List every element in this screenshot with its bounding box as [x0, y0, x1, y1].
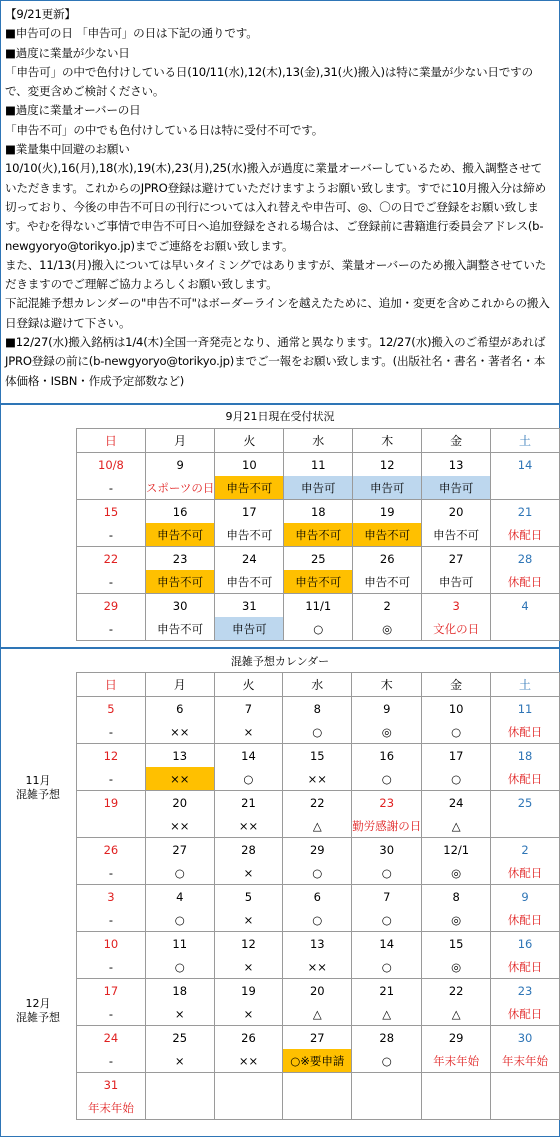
- day-status: [214, 1096, 283, 1120]
- day-number: 19: [214, 979, 283, 1003]
- day-number: 13: [145, 744, 214, 768]
- day-number: 30: [491, 1026, 560, 1050]
- day-number: 13: [422, 453, 491, 477]
- day-status: [491, 1096, 560, 1120]
- day-number: 19: [77, 791, 146, 815]
- day-number: 9: [145, 453, 215, 477]
- day-number: 21: [491, 500, 560, 524]
- day-number: 16: [491, 932, 560, 956]
- day-number: 22: [283, 791, 352, 815]
- day-number: 6: [145, 697, 214, 721]
- november-label: [0, 774, 76, 802]
- day-status: -: [77, 570, 146, 594]
- day-status: 申告可: [284, 476, 353, 500]
- day-number: 12/1: [422, 838, 491, 862]
- day-number: 20: [145, 791, 214, 815]
- day-status: ××: [145, 767, 214, 791]
- day-status: 申告不可: [353, 523, 422, 547]
- notice-line: ■申告可の日 「申告可」の日は下記の通りです。: [5, 26, 258, 41]
- day-status: ×: [214, 1002, 283, 1026]
- day-status: 申告不可: [284, 570, 353, 594]
- day-number: 25: [491, 791, 560, 815]
- day-number: 18: [284, 500, 353, 524]
- day-number: 17: [215, 500, 284, 524]
- day-number: 2: [491, 838, 560, 862]
- day-number: 2: [353, 594, 422, 618]
- day-number: 3: [77, 885, 146, 909]
- day-status: -: [77, 908, 146, 932]
- day-status: ×: [214, 955, 283, 979]
- day-status: ○: [145, 955, 214, 979]
- day-number: 30: [352, 838, 422, 862]
- day-status: ○: [422, 767, 491, 791]
- day-status: 休配日: [491, 767, 560, 791]
- day-number: 11: [145, 932, 214, 956]
- day-number: 10: [422, 697, 491, 721]
- day-number: 14: [352, 932, 422, 956]
- day-number: 19: [353, 500, 422, 524]
- day-number: 10: [77, 932, 146, 956]
- weekday-header: 土: [491, 429, 560, 453]
- day-number: [422, 1073, 491, 1097]
- day-number: 5: [77, 697, 146, 721]
- day-status: スポーツの日: [145, 476, 215, 500]
- day-status: ◎: [352, 720, 422, 744]
- day-status: 休配日: [491, 861, 560, 885]
- day-status: △: [422, 814, 491, 838]
- day-status: 休配日: [491, 570, 560, 594]
- day-number: 23: [491, 979, 560, 1003]
- day-number: 24: [215, 547, 284, 571]
- day-status: 休配日: [491, 1002, 560, 1026]
- day-status: [422, 1096, 491, 1120]
- day-number: 13: [283, 932, 352, 956]
- notice-line: 10/10(火),16(月),18(水),19(木),23(月),25(水)搬入が過度に業量オーバーしているため、搬入調整させていただきます。これからのJPRO登録は避けていただけますようお願い致します。すでに10月搬入分は締め切っており、今後の申告不可日の刊行については入れ替えや申告可、◎、〇の日でご登録をお願い致します。やむを得ないご事情で申告不可日へ追加登録をされる場合は、ご登録前に書籍進行委員会アドレス(b-newgyoryo@torikyo.jp)までご連絡をお願い致します。: [5, 161, 546, 253]
- day-number: 31: [77, 1073, 146, 1097]
- notice-line: 【9/21更新】: [5, 7, 76, 21]
- day-status: ○: [283, 720, 352, 744]
- day-status: ○: [214, 767, 283, 791]
- day-status: ○: [145, 908, 214, 932]
- day-status: 申告不可: [422, 523, 491, 547]
- day-number: 16: [145, 500, 215, 524]
- day-status: ○: [283, 861, 352, 885]
- day-status: ×: [145, 1049, 214, 1073]
- day-status: -: [77, 767, 146, 791]
- day-status: [77, 814, 146, 838]
- day-status: ××: [283, 767, 352, 791]
- day-number: 22: [422, 979, 491, 1003]
- day-number: 15: [422, 932, 491, 956]
- day-status: △: [283, 814, 352, 838]
- day-status: 申告不可: [284, 523, 353, 547]
- day-number: 8: [283, 697, 352, 721]
- day-number: 22: [77, 547, 146, 571]
- day-status: 申告不可: [215, 476, 284, 500]
- day-status: ◎: [422, 908, 491, 932]
- day-status: -: [77, 1049, 146, 1073]
- day-status: ○: [284, 617, 353, 641]
- day-status: [352, 1096, 422, 1120]
- day-number: 18: [491, 744, 560, 768]
- day-number: 30: [145, 594, 215, 618]
- day-status: 申告不可: [145, 570, 215, 594]
- day-status: ××: [145, 814, 214, 838]
- day-number: 6: [283, 885, 352, 909]
- day-number: [491, 1073, 560, 1097]
- day-status: 文化の日: [422, 617, 491, 641]
- day-number: [145, 1073, 214, 1097]
- day-number: 26: [214, 1026, 283, 1050]
- notice-line: 下記混雑予想カレンダーの"申告不可"はボーダーラインを越えたために、追加・変更を含めこれからの搬入日登録は避けて下さい。: [5, 296, 550, 330]
- weekday-header: 木: [352, 673, 422, 697]
- day-status: 年末年始: [422, 1049, 491, 1073]
- day-status: -: [77, 720, 146, 744]
- day-status: -: [77, 861, 146, 885]
- weekday-header: 月: [145, 429, 215, 453]
- day-number: 7: [352, 885, 422, 909]
- notice-line: ■業量集中回避のお願い: [5, 142, 130, 157]
- day-number: 5: [214, 885, 283, 909]
- day-number: 8: [422, 885, 491, 909]
- day-status: △: [422, 1002, 491, 1026]
- day-number: 11: [284, 453, 353, 477]
- day-status: ○: [352, 1049, 422, 1073]
- day-number: 23: [352, 791, 422, 815]
- weekday-header: 水: [284, 429, 353, 453]
- day-number: 12: [353, 453, 422, 477]
- day-status: -: [77, 617, 146, 641]
- weekday-header: 火: [215, 429, 284, 453]
- day-status: 年末年始: [491, 1049, 560, 1073]
- notice-line: 「申告可」の中で色付けしている日(10/11(水),12(木),13(金),31(火)搬入)は特に業量が少ない日ですので、変更含めご検討ください。: [5, 64, 533, 99]
- day-number: 18: [145, 979, 214, 1003]
- day-number: 14: [491, 453, 560, 477]
- day-number: 12: [77, 744, 146, 768]
- day-status: ×: [214, 720, 283, 744]
- day-status: ○: [283, 908, 352, 932]
- day-status: [145, 1096, 214, 1120]
- day-status: △: [352, 1002, 422, 1026]
- weekday-header: 火: [214, 673, 283, 697]
- day-status: 申告可: [422, 476, 491, 500]
- day-status: ○※要申請: [283, 1049, 352, 1073]
- day-status: 勤労感謝の日: [352, 814, 422, 838]
- section-divider: [0, 647, 560, 649]
- day-status: ○: [352, 908, 422, 932]
- day-status: 申告可: [422, 570, 491, 594]
- day-status: ×: [214, 861, 283, 885]
- day-status: ××: [283, 955, 352, 979]
- day-number: 25: [145, 1026, 214, 1050]
- day-status: [491, 814, 560, 838]
- day-status: [491, 476, 560, 500]
- section-divider: [0, 403, 560, 405]
- day-status: -: [77, 1002, 146, 1026]
- day-status: 申告不可: [145, 617, 215, 641]
- day-number: 21: [214, 791, 283, 815]
- day-status: ○: [145, 861, 214, 885]
- day-number: 29: [77, 594, 146, 618]
- day-number: 11: [491, 697, 560, 721]
- day-number: 9: [352, 697, 422, 721]
- day-number: 20: [283, 979, 352, 1003]
- day-number: 31: [215, 594, 284, 618]
- weekday-header: 月: [145, 673, 214, 697]
- october-calendar: [76, 428, 560, 641]
- day-number: 24: [422, 791, 491, 815]
- day-status: ○: [352, 861, 422, 885]
- day-status: -: [77, 476, 146, 500]
- day-status: ◎: [353, 617, 422, 641]
- day-number: 7: [214, 697, 283, 721]
- day-number: 17: [77, 979, 146, 1003]
- day-status: 申告不可: [145, 523, 215, 547]
- notice-line: ■過度に業量が少ない日: [5, 45, 130, 60]
- notice-line: 「申告不可」の中でも色付けしている日は特に受付不可です。: [5, 122, 324, 137]
- month-label: 12月: [25, 997, 51, 1010]
- month-label: 11月: [25, 774, 51, 787]
- day-number: [214, 1073, 283, 1097]
- day-number: 15: [283, 744, 352, 768]
- notice-panel: [1, 1, 557, 402]
- day-number: 16: [352, 744, 422, 768]
- label-sub: 混雑予想: [16, 1011, 60, 1024]
- day-status: ○: [352, 767, 422, 791]
- day-status: [491, 617, 560, 641]
- day-number: 14: [214, 744, 283, 768]
- day-status: ××: [145, 720, 214, 744]
- day-status: 休配日: [491, 720, 560, 744]
- weekday-header: 木: [353, 429, 422, 453]
- day-number: 29: [422, 1026, 491, 1050]
- day-number: 26: [353, 547, 422, 571]
- day-number: 10/8: [77, 453, 146, 477]
- congestion-caption: 混雑予想カレンダー: [230, 655, 330, 668]
- day-status: -: [77, 523, 146, 547]
- day-number: 9: [491, 885, 560, 909]
- day-number: 23: [145, 547, 215, 571]
- weekday-header: 金: [422, 673, 491, 697]
- label-sub: 混雑予想: [16, 788, 60, 801]
- day-status: 休配日: [491, 955, 560, 979]
- day-number: 4: [145, 885, 214, 909]
- day-number: 15: [77, 500, 146, 524]
- weekday-header: 日: [77, 673, 146, 697]
- day-status: 休配日: [491, 908, 560, 932]
- day-status: ××: [214, 814, 283, 838]
- december-label: [0, 997, 76, 1025]
- weekday-header: 金: [422, 429, 491, 453]
- day-number: 21: [352, 979, 422, 1003]
- day-number: 27: [422, 547, 491, 571]
- day-number: 20: [422, 500, 491, 524]
- day-status: 申告不可: [215, 570, 284, 594]
- day-status: 申告不可: [353, 570, 422, 594]
- day-status: ××: [214, 1049, 283, 1073]
- day-number: 28: [491, 547, 560, 571]
- day-status: 年末年始: [77, 1096, 146, 1120]
- day-status: ○: [422, 720, 491, 744]
- weekday-header: 水: [283, 673, 352, 697]
- notice-line: ■過度に業量オーバーの日: [5, 103, 141, 118]
- day-number: [283, 1073, 352, 1097]
- day-status: ○: [352, 955, 422, 979]
- notice-line: ■12/27(水)搬入銘柄は1/4(木)全国一斉発売となり、通常と異なります。12/27(水)搬入のご希望があればJPRO登録の前に(b-newgyoryo@torikyo.jp)までご一報をお願い致します。(出版社名・書名・著者名・本体価格・ISBN・作成予定部数など): [5, 335, 546, 388]
- day-status: ×: [145, 1002, 214, 1026]
- day-status: ×: [214, 908, 283, 932]
- day-number: 29: [283, 838, 352, 862]
- day-number: 11/1: [284, 594, 353, 618]
- october-caption: 9月21日現在受付状況: [225, 410, 335, 423]
- day-number: 4: [491, 594, 560, 618]
- day-number: 28: [352, 1026, 422, 1050]
- day-status: ◎: [422, 861, 491, 885]
- day-status: 申告不可: [215, 523, 284, 547]
- day-status: -: [77, 955, 146, 979]
- day-number: 26: [77, 838, 146, 862]
- day-number: 28: [214, 838, 283, 862]
- day-status: ◎: [422, 955, 491, 979]
- day-status: [283, 1096, 352, 1120]
- day-number: 12: [214, 932, 283, 956]
- day-number: 24: [77, 1026, 146, 1050]
- day-number: 25: [284, 547, 353, 571]
- day-number: 10: [215, 453, 284, 477]
- day-status: 申告可: [215, 617, 284, 641]
- day-number: [352, 1073, 422, 1097]
- day-status: 休配日: [491, 523, 560, 547]
- day-status: 申告可: [353, 476, 422, 500]
- weekday-header: 日: [77, 429, 146, 453]
- day-number: 17: [422, 744, 491, 768]
- day-status: △: [283, 1002, 352, 1026]
- day-number: 27: [283, 1026, 352, 1050]
- notice-line: また、11/13(月)搬入については早いタイミングではありますが、業量オーバーのため搬入調整させていただきますのでご理解ご協力よろしくお願い致します。: [5, 257, 547, 292]
- day-number: 3: [422, 594, 491, 618]
- day-number: 27: [145, 838, 214, 862]
- congestion-calendar: [76, 672, 560, 1120]
- weekday-header: 土: [491, 673, 560, 697]
